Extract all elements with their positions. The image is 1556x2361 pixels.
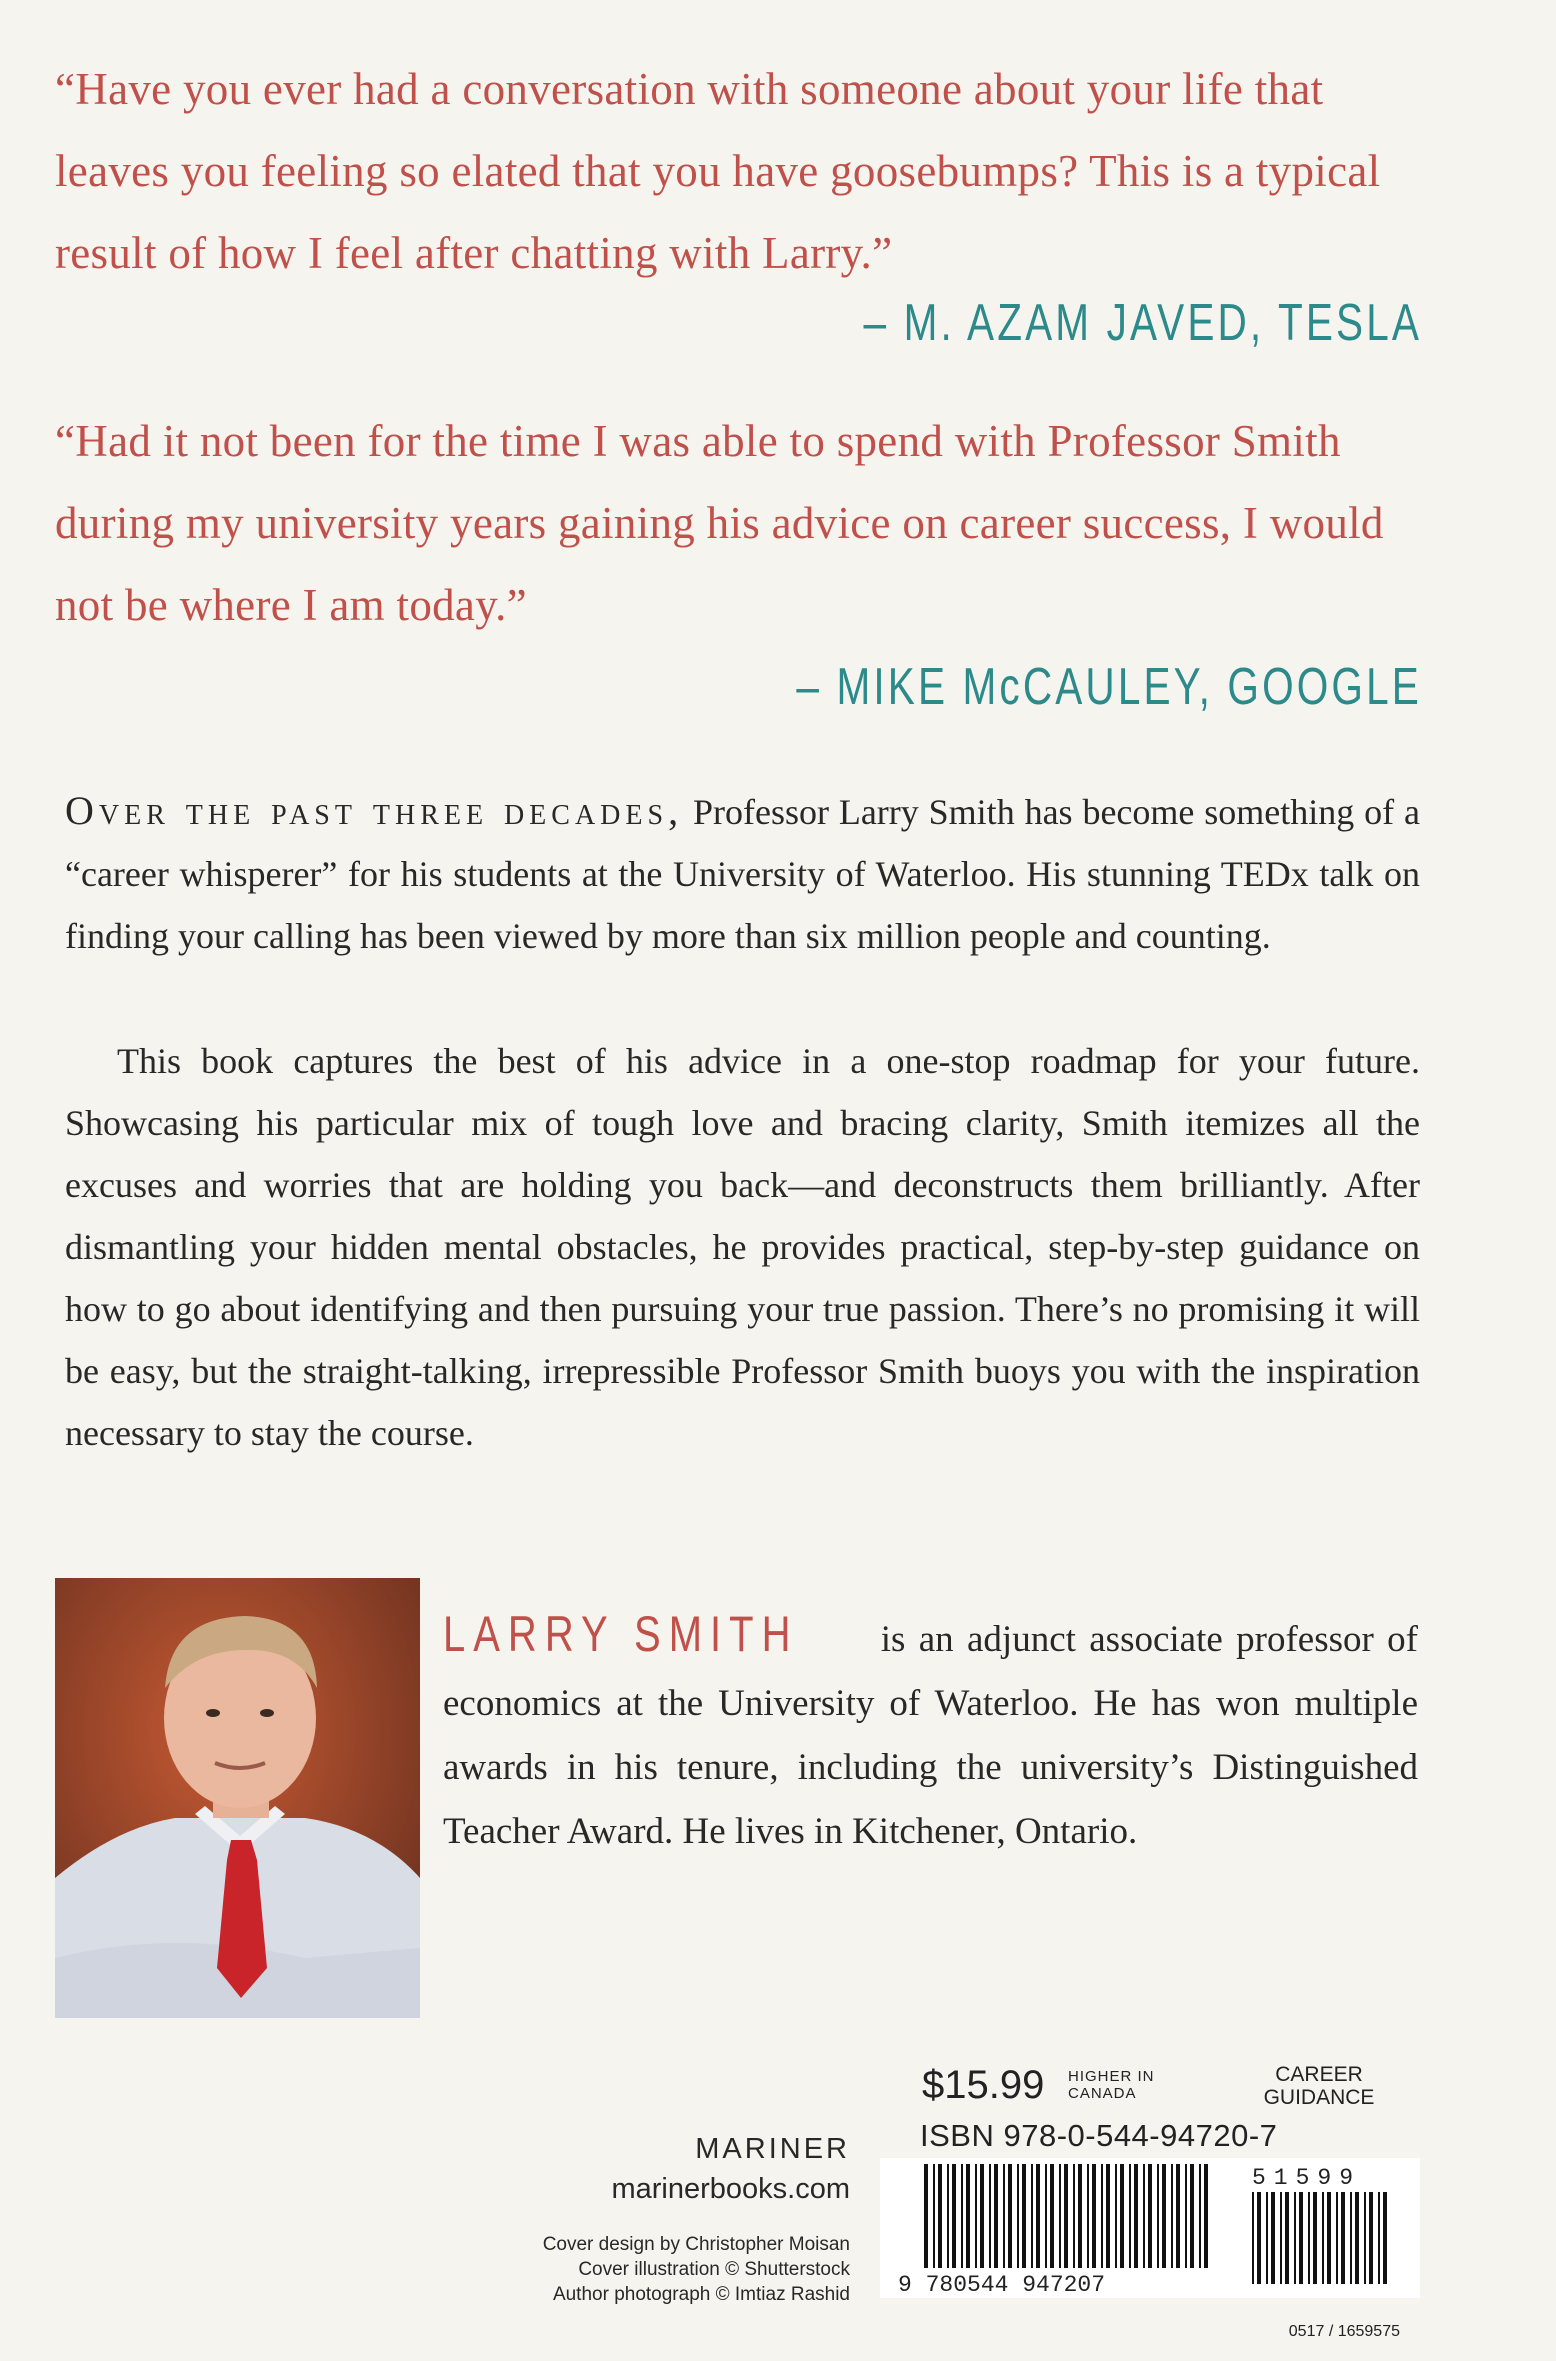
barcode-bar — [1190, 2164, 1194, 2268]
barcode-bar — [1106, 2164, 1110, 2268]
blurb-quote-2 — [55, 400, 1425, 646]
barcode-bar — [1294, 2192, 1296, 2284]
barcode-bar — [1101, 2164, 1103, 2268]
barcode-bar — [1008, 2164, 1012, 2268]
blurb-quote-text: “Have you ever had a conversation with someone about your life that leaves you feeling so elated that you have goosebumps? This is a typical result of how I feel after chatting with Larry.” — [55, 64, 1381, 278]
higher-line-1: HIGHER IN — [1068, 2068, 1155, 2085]
barcode-bar — [1355, 2192, 1359, 2284]
barcode-bar — [1134, 2164, 1138, 2268]
barcode-bar — [1336, 2192, 1338, 2284]
credit-cover-illustration: Cover illustration © Shutterstock — [578, 2259, 850, 2280]
publisher-url: marinerbooks.com — [611, 2173, 850, 2205]
barcode-bar — [924, 2164, 928, 2268]
barcode-main-bars — [924, 2164, 1208, 2268]
barcode-bar — [1257, 2192, 1261, 2284]
credit-cover-design: Cover design by Christopher Moisan — [542, 2234, 850, 2255]
blurb-quote-text: “Had it not been for the time I was able to spend with Professor Smith during my university years gaining his advice on career success, I would not be where I am today.” — [55, 416, 1384, 630]
description-p1-text: Professor Larry Smith has become something of a “career whisperer” for his students at the University of Waterloo. His stunning TEDx talk on finding your calling has been viewed by more than six million people and counting. — [65, 792, 1420, 956]
author-photo — [55, 1578, 420, 2018]
category-line-1: CAREER — [1275, 2063, 1363, 2086]
barcode-bar — [1157, 2164, 1159, 2268]
barcode-bar — [1017, 2164, 1019, 2268]
barcode-bar — [1078, 2164, 1082, 2268]
barcode-bar — [947, 2164, 949, 2268]
barcode-bar — [1092, 2164, 1096, 2268]
category-line-2: GUIDANCE — [1263, 2086, 1375, 2109]
barcode-bar — [938, 2164, 942, 2268]
author-bio — [443, 1602, 1418, 1864]
barcode-bar — [1022, 2164, 1026, 2268]
barcode-bar — [1364, 2192, 1366, 2284]
barcode-bar — [989, 2164, 991, 2268]
barcode-bar — [1171, 2164, 1173, 2268]
author-bio-text: is an adjunct associate professor of economics at the University of Waterloo. He has won multiple awards in his tenure, including the university’s Distinguished Teacher Award. He lives in Kitchener, Ontario. — [443, 1619, 1419, 1852]
barcode-bar — [1143, 2164, 1145, 2268]
barcode-bar — [1162, 2164, 1166, 2268]
isbn: ISBN 978-0-544-94720-7 — [920, 2118, 1278, 2153]
higher-line-2: CANADA — [1068, 2085, 1137, 2102]
category-label — [1238, 2063, 1400, 2109]
barcode-bar — [1299, 2192, 1303, 2284]
barcode-bar — [1087, 2164, 1089, 2268]
author-name: LARRY SMITH — [443, 1606, 799, 1662]
barcode-bar — [994, 2164, 998, 2268]
barcode-bar — [1073, 2164, 1075, 2268]
barcode-bar — [1369, 2192, 1373, 2284]
barcode-bar — [1252, 2192, 1254, 2284]
barcode-addon-digits: 51599 — [1252, 2165, 1362, 2191]
barcode-bar — [1383, 2192, 1387, 2284]
barcode-bar — [1199, 2164, 1201, 2268]
barcode-bar — [1050, 2164, 1054, 2268]
barcode-bar — [1064, 2164, 1068, 2268]
barcode-bar — [1003, 2164, 1005, 2268]
barcode-bar — [1036, 2164, 1040, 2268]
barcode — [880, 2158, 1420, 2298]
barcode-bar — [1350, 2192, 1352, 2284]
blurb-quote-1 — [55, 48, 1425, 294]
barcode-bar — [961, 2164, 963, 2268]
description-paragraph-2: This book captures the best of his advice in a one-stop roadmap for your future. Showcasing his particular mix of tough love and bracing clarity, Smith itemizes all the excuses and worries that are holding you back—and deconstructs them brilliantly. After dismantling your hidden mental obstacles, he provides practical, step-by-step guidance on how to go about identifying and then pursuing your true passion. There’s no promising it will be easy, but the straight-talking, irrepressible Professor Smith buoys you with the inspiration necessary to stay the course. — [65, 1041, 1420, 1453]
barcode-bar — [1285, 2192, 1289, 2284]
barcode-bar — [1115, 2164, 1117, 2268]
barcode-bar — [975, 2164, 977, 2268]
author-photo-illustration — [55, 1578, 420, 2018]
barcode-bar — [933, 2164, 935, 2268]
blurb-attribution-1: – M. AZAM JAVED, TESLA — [863, 294, 1422, 352]
barcode-bar — [1266, 2192, 1268, 2284]
blurb-attribution-2: – MIKE McCAULEY, GOOGLE — [796, 658, 1422, 716]
higher-in-canada-label — [1068, 2068, 1155, 2102]
barcode-bar — [1204, 2164, 1208, 2268]
credit-author-photograph: Author photograph © Imtiaz Rashid — [552, 2284, 850, 2305]
barcode-bar — [1327, 2192, 1331, 2284]
print-code: 0517 / 1659575 — [1288, 2323, 1400, 2340]
barcode-bar — [1059, 2164, 1061, 2268]
price: $15.99 — [922, 2063, 1045, 2107]
barcode-bar — [1280, 2192, 1282, 2284]
barcode-bar — [1322, 2192, 1324, 2284]
cover-credits — [430, 2232, 850, 2307]
barcode-bar — [1176, 2164, 1180, 2268]
description-paragraph-1 — [65, 780, 1420, 967]
barcode-bar — [1148, 2164, 1152, 2268]
barcode-bar — [1185, 2164, 1187, 2268]
barcode-bar — [1308, 2192, 1310, 2284]
barcode-bar — [1031, 2164, 1033, 2268]
barcode-bar — [1341, 2192, 1345, 2284]
barcode-bar — [1120, 2164, 1124, 2268]
barcode-bar — [1313, 2192, 1317, 2284]
barcode-bar — [1378, 2192, 1380, 2284]
barcode-bar — [1271, 2192, 1275, 2284]
barcode-bar — [966, 2164, 970, 2268]
publisher-name: MARINER — [695, 2133, 850, 2165]
barcode-main-digits: 9 780544 947207 — [898, 2272, 1106, 2298]
description-lead-in: Over the past three decades, — [65, 788, 684, 833]
barcode-bar — [980, 2164, 984, 2268]
barcode-bar — [1045, 2164, 1047, 2268]
barcode-bar — [1129, 2164, 1131, 2268]
barcode-bar — [952, 2164, 956, 2268]
